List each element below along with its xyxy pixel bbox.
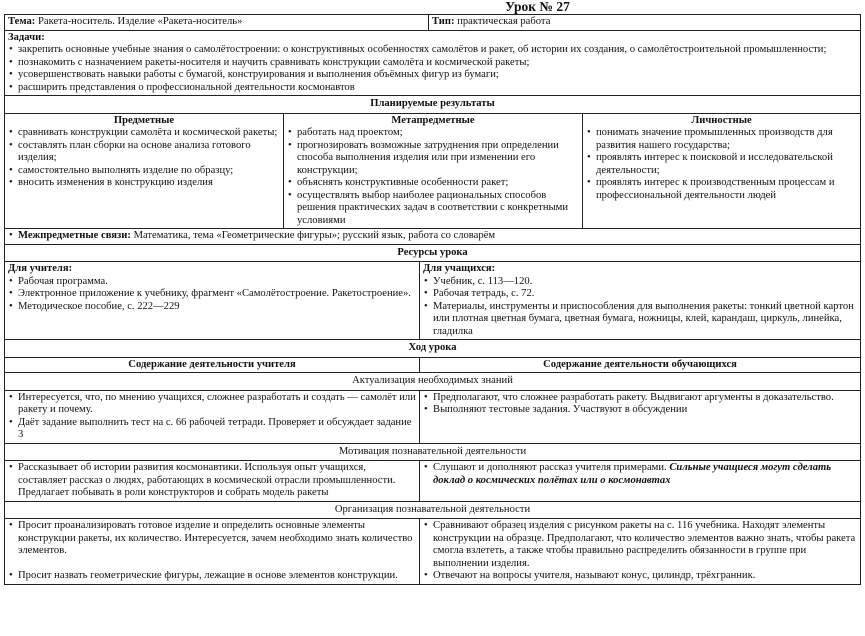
- teacher-column-header: Содержание деятельности учителя: [5, 357, 420, 373]
- topic-row: [5, 15, 861, 31]
- list-item: • работать над проектом;: [287, 127, 579, 140]
- student-activity-text: Слушают и дополняют рассказ учителя примерами.: [433, 462, 667, 473]
- meta-results-cell: [284, 113, 583, 229]
- list-item: • самостоятельно выполнять изделие по образцу;: [8, 165, 280, 178]
- student-activity-cell: [420, 461, 861, 502]
- personal-results-list: [586, 127, 857, 202]
- teacher-activity-list: [8, 462, 416, 500]
- stage-title: Организация познавательной деятельности: [5, 501, 861, 519]
- list-item: • Учебник, с. 113—120.: [423, 276, 857, 289]
- subject-results-list: [8, 127, 280, 190]
- list-item: • Интересуется, что, по мнению учащихся, сложнее разработать и создать — самолёт или ракету и почему.: [8, 392, 416, 417]
- teacher-resources-cell: [5, 262, 420, 340]
- stage-row: [5, 519, 861, 585]
- list-item: • проявлять интерес к поисковой и исследовательской деятельности;: [586, 152, 857, 177]
- course-title: Ход урока: [5, 340, 861, 358]
- list-item: • познакомить с назначением ракеты-носителя и научить сравнивать конструкции самолёта и космической ракеты;: [8, 57, 857, 70]
- type-cell: [429, 15, 861, 31]
- meta-results-list: [287, 127, 579, 227]
- stage-row: [5, 390, 861, 443]
- list-item: • составлять план сборки на основе анализа готового изделия;: [8, 140, 280, 165]
- tasks-label: Задачи:: [8, 31, 45, 43]
- list-item: • Просит назвать геометрические фигуры, лежащие в основе элементов конструкции.: [8, 570, 416, 583]
- stage-title: Актуализация необходимых знаний: [5, 373, 861, 391]
- student-activity-italic-text: Сильные учащиеся могут сделать доклад о космических полётах или о космонавтах: [433, 462, 832, 486]
- topic-cell: [5, 15, 429, 31]
- student-resources-list: [423, 276, 857, 339]
- list-item: • прогнозировать возможные затруднения при определении способа выполнения изделия или при изменении его конструкции;: [287, 140, 579, 178]
- meta-results-title: Метапредметные: [391, 114, 475, 126]
- list-item: • Отвечают на вопросы учителя, называют конус, цилиндр, трёхгранник.: [423, 570, 857, 583]
- teacher-resources-list: [8, 276, 416, 314]
- list-item: • Электронное приложение к учебнику, фрагмент «Самолётостроение. Ракетостроение».: [8, 288, 416, 301]
- teacher-activity-cell: [5, 519, 420, 585]
- subject-results-title: Предметные: [113, 114, 175, 126]
- student-resources-title: Для учащихся:: [423, 263, 496, 274]
- lesson-plan-table: [4, 14, 861, 585]
- topic-value: Ракета-носитель. Изделие «Ракета-носитель»: [38, 16, 243, 27]
- list-item: [8, 230, 857, 243]
- interdisciplinary-value: Математика, тема «Геометрические фигуры»; русский язык, работа со словарём: [133, 230, 496, 241]
- student-activity-cell: [420, 519, 861, 585]
- stage-title-row: [5, 443, 861, 461]
- list-item: • вносить изменения в конструкцию изделия: [8, 177, 280, 190]
- type-value: практическая работа: [457, 16, 551, 27]
- list-item: • закрепить основные учебные знания о самолётостроении: о конструктивных особенностях самолётов и ракет, об истории их создания, о самолётостроительной промышленности;: [8, 44, 857, 57]
- subject-results-cell: [5, 113, 284, 229]
- interdisciplinary-list: [8, 230, 857, 243]
- personal-results-cell: [583, 113, 861, 229]
- list-item: • Выполняют тестовые задания. Участвуют в обсуждении: [423, 404, 857, 417]
- personal-results-title: Личностные: [691, 114, 752, 126]
- list-item: • Рабочая программа.: [8, 276, 416, 289]
- teacher-activity-cell: [5, 461, 420, 502]
- list-item: • Методическое пособие, с. 222—229: [8, 301, 416, 314]
- list-item: • Даёт задание выполнить тест на с. 66 рабочей тетради. Проверяет и обсуждает задание 3: [8, 417, 416, 442]
- student-resources-cell: [420, 262, 861, 340]
- stage-row: [5, 461, 861, 502]
- type-label: Тип:: [432, 16, 455, 27]
- teacher-activity-list: [8, 520, 416, 582]
- stage-title-row: [5, 373, 861, 391]
- topic-label: Тема:: [8, 16, 36, 27]
- tasks-list: [8, 44, 857, 94]
- list-item: • сравнивать конструкции самолёта и космической ракеты;: [8, 127, 280, 140]
- teacher-activity-list: [8, 392, 416, 442]
- list-item: • осуществлять выбор наиболее рациональных способов решения практических задач в соответствии с конкретными условиями: [287, 190, 579, 228]
- list-item: • Материалы, инструменты и приспособления для выполнения ракеты: тонкий цветной картон или плотная цветная бумага, цветная бумага, ножницы, клей, карандаш, циркуль, линейка, гладилка: [423, 301, 857, 339]
- list-item: • понимать значение промышленных производств для развития нашего государства;: [586, 127, 857, 152]
- list-item: • объяснять конструктивные особенности ракет;: [287, 177, 579, 190]
- list-item: • Сравнивают образец изделия с рисунком ракеты на с. 116 учебника. Находят элементы конструкции на образце. Предполагают, что количество элементов важно знать, чтобы ракета смогла взлететь, а также чтобы правильно распределить обязанности в группе при выполнении изделия.: [423, 520, 857, 570]
- tasks-cell: [5, 30, 861, 96]
- student-activity-cell: [420, 390, 861, 443]
- student-column-header: Содержание деятельности обучающихся: [420, 357, 861, 373]
- student-activity-list: [423, 392, 857, 417]
- resources-header-row: [5, 244, 861, 262]
- teacher-activity-cell: [5, 390, 420, 443]
- course-columns-row: [5, 357, 861, 373]
- list-item: • усовершенствовать навыки работы с бумагой, конструирования и выполнения объёмных фигур из бумаги;: [8, 69, 857, 82]
- teacher-resources-title: Для учителя:: [8, 263, 73, 274]
- list-item: • Рабочая тетрадь, с. 72.: [423, 288, 857, 301]
- stage-title: Мотивация познавательной деятельности: [5, 443, 861, 461]
- interdisciplinary-cell: [5, 229, 861, 245]
- student-activity-list: [423, 520, 857, 583]
- resources-row: [5, 262, 861, 340]
- planned-results-title: Планируемые результаты: [5, 96, 861, 114]
- interdisciplinary-label: Межпредметные связи:: [18, 230, 131, 241]
- tasks-row: [5, 30, 861, 96]
- student-activity-list: [423, 462, 857, 487]
- interdisciplinary-row: [5, 229, 861, 245]
- list-item: • Просит проанализировать готовое изделие и определить основные элементы конструкции ракеты, их количество. Интересуется, зачем необходимо знать количество элементов.: [8, 520, 416, 558]
- planned-results-header-row: [5, 96, 861, 114]
- list-item: • Предполагают, что сложнее разработать ракету. Выдвигают аргументы в доказательство.: [423, 392, 857, 405]
- list-item: • расширить представления о профессиональной деятельности космонавтов: [8, 82, 857, 95]
- list-item: [423, 462, 857, 487]
- stage-title-row: [5, 501, 861, 519]
- resources-title: Ресурсы урока: [5, 244, 861, 262]
- lesson-title: Урок № 27: [505, 0, 570, 14]
- course-header-row: [5, 340, 861, 358]
- planned-results-row: [5, 113, 861, 229]
- list-item: • проявлять интерес к производственным процессам и профессиональной деятельности людей: [586, 177, 857, 202]
- list-item: • Рассказывает об истории развития космонавтики. Используя опыт учащихся, составляет рассказ о людях, работающих в космической отрасли промышленности. Предлагает побывать в роли конструкторов и собрать модель ракеты: [8, 462, 416, 500]
